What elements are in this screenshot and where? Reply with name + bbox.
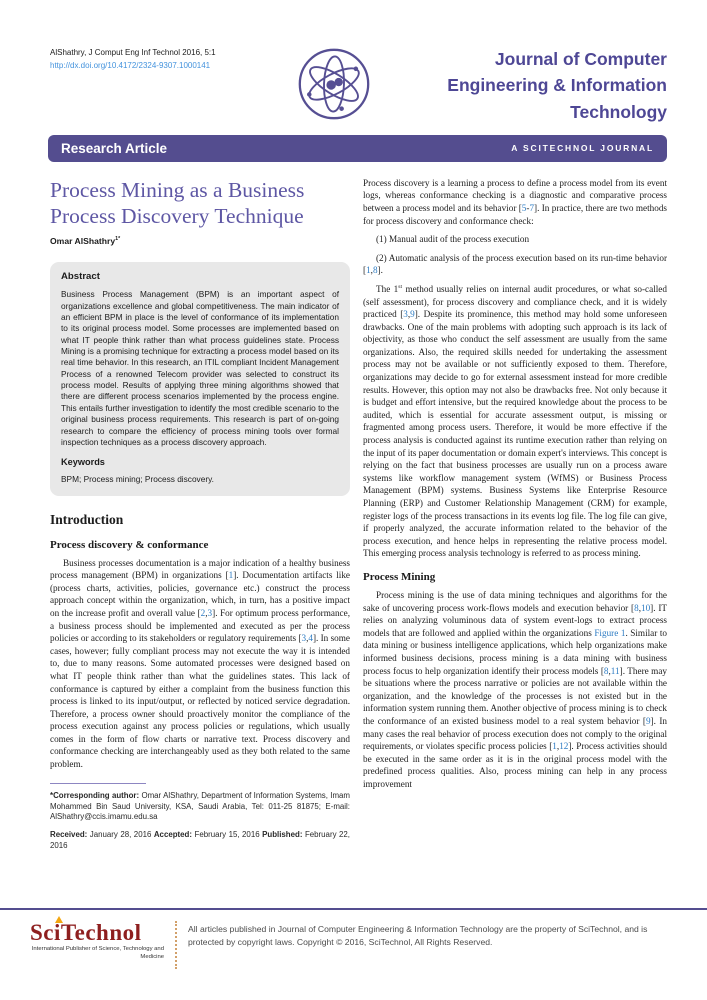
flame-icon bbox=[55, 916, 63, 923]
method-item-2: (2) Automatic analysis of the process execution based on its run-time behavior [1,8]. bbox=[363, 252, 667, 276]
subsection-heading-process-discovery: Process discovery & conformance bbox=[50, 538, 209, 551]
method-item-1: (1) Manual audit of the process execution bbox=[376, 234, 530, 245]
introduction-paragraph: Business processes documentation is a major indication of a healthy business process management (BPM) in organizations [1]. Documentation artifacts like (process charts, activities, policies, governance etc.) construct the process approach concept within the organization, which, in turn, has a positive impact on the increase profit and overall value [2,3]. For optimum process performance, a business process should be implemented and executed as per the process policies or according to its stakeholders or regulatory requirements [3,4]. In some cases, however; fully compliant process may not execute the way it is intended to, due to many reasons. Some automated processes were designed based on what IT people think rather than what the guidelines states. This lack of conformance is captured by either a complaint from the business function this process is linked to its input/output, or reflected by noticed service degradation. Therefore, a process owner should proactively monitor the compliance of the process execution against any process policies or regulations, which usually comes in the form of flow charts or narrative text. Process discovery and conformance checking are interchangeably used as they both related to the same problem. bbox=[50, 557, 350, 770]
citation-block bbox=[50, 46, 268, 72]
article-title: Process Mining as a Business Process Discovery Technique bbox=[50, 177, 305, 228]
journal-name-line1: Journal of Computer bbox=[494, 49, 667, 69]
journal-name-line3: Technology bbox=[570, 101, 667, 122]
process-discovery-paragraph: Process discovery is a learning a process to define a process model from its event logs, whereas conformance checking is a diagnostic and comparative process between a process model and its behavior [5-7]. In practice, there are two methods for process discovery and conformance check: bbox=[363, 177, 667, 226]
article-type-banner bbox=[48, 135, 667, 162]
abstract-text: Business Process Management (BPM) is an important aspect of organizations excellence and global competitiveness. The main indicator of an efficient BPM in place is the level of conformance of its implementation to its original process model. Some processes are implemented based on what IT people think rather than what process guidelines state. Process Mining is a promising technique for extracting a process model based on its real time behavior. In this research, an ITIL compliant Incident Management Process of a renowned Telecom provider was selected to construct its process model. Results of applying three mining algorithms showed that there are different process scenarios implemented by the process engine. This entails further investigation to identify the most credible scenario to the original business process requirements. This research is part of on-going research to compare the efficiency of process mining tools over formal inspection techniques as a process discovery approach. bbox=[61, 289, 339, 447]
citation-text: AlShathry, J Comput Eng Inf Technol 2016, 5:1 bbox=[50, 48, 216, 57]
journal-atom-icon bbox=[296, 46, 372, 122]
keywords-text: BPM; Process mining; Process discovery. bbox=[61, 474, 214, 485]
author-notes bbox=[50, 783, 350, 853]
subsection-heading-process-mining: Process Mining bbox=[363, 570, 436, 583]
notes-divider bbox=[50, 783, 146, 784]
abstract-box bbox=[50, 262, 350, 495]
article-dates-note: Received: January 28, 2016 Accepted: February 15, 2016 Published: February 22, 2016 bbox=[50, 830, 350, 851]
journal-name-line2: Engineering & Information bbox=[447, 75, 667, 96]
page-footer bbox=[0, 908, 707, 1000]
abstract-heading: Abstract bbox=[61, 271, 100, 283]
scitechnol-logo-tagline: International Publisher of Science, Technology and Medicine bbox=[31, 946, 164, 960]
scitechnol-logo-text: SciTechnol bbox=[30, 920, 142, 945]
corresponding-author-text: Omar AlShathry, Department of Information Systems, Imam Mohammed Bin Saud University, KSA, Saudi Arabia, Tel: 011-25 81875; E-mail: AlShathry@ccis.imamu.edu.sa bbox=[50, 790, 350, 822]
copyright-text: All articles published in Journal of Computer Engineering & Information Technology are the property of SciTechnol, and is protected by copyright laws. Copyright © 2016, SciTechnol, All Rights Reserved. bbox=[188, 924, 648, 947]
right-column bbox=[363, 177, 667, 859]
corresponding-author-note bbox=[50, 791, 350, 824]
process-mining-paragraph: Process mining is the use of data mining techniques and algorithms for the sake of uncovering process work-flows models and execution behavior [8,10]. IT relies on analyzing voluminous data of system event-logs to extract process models that are followed and applied within the organizations Figure 1. Similar to data mining or business intelligence applications, which help organizations make informed business decisions, process mining is a data mining with business process focus to help organization identify their process models [8,11]. There may be situations where the process narrative or policies are not available within the organization, and the knowledge of the processes is not existed but in the information system running them. Another objective of process mining is to check the conformance of an existed business model to a real system behavior [9]. In many cases the real behavior of process execution does not comply to the original requirements, or violates specific process policies [1,12]. Process activities should be executed in the same order as it is in the original process model with the predefined process qualities. Also, process mining can help in any process improvement bbox=[363, 589, 668, 789]
keywords-heading: Keywords bbox=[61, 457, 105, 468]
corresponding-author-label: *Corresponding author: bbox=[50, 790, 140, 800]
author-byline: Omar AlShathry$^{1*}$ bbox=[50, 236, 121, 247]
page-header bbox=[0, 0, 707, 125]
scitechnol-journal-label: A SCITECHNOL JOURNAL bbox=[511, 143, 654, 154]
section-heading-introduction: Introduction bbox=[50, 511, 124, 527]
left-column bbox=[50, 177, 350, 859]
doi-link[interactable]: http://dx.doi.org/10.4172/2324-9307.1000141 bbox=[50, 61, 211, 71]
scitechnol-logo bbox=[30, 921, 164, 962]
journal-name bbox=[376, 46, 667, 125]
research-article-label: Research Article bbox=[61, 140, 168, 156]
article-body bbox=[0, 162, 707, 859]
footer-divider bbox=[175, 921, 177, 969]
first-method-paragraph: The 1st method usually relies on internal audit procedures, or what so-called (self assessment), for process discovery and compliance check, and it is widely practiced [3,9]. Despite its prominence, this method may hold some unforeseen drawbacks. One of the main problems with adopting such approach is its lack of objectivity, as those who conduct the self assessment are usually from the same organizations. Also, the required skills needed for undertaking the assessment process may not be available or not sufficiently exposed to them. Therefore, organizations may decide to go for external assessment instead for more credible results. However, this option may not also be drawbacks free. Not only because it is budget and effort intensive, but the required knowledge about the process to be audited, which is essential for accurate assessment output, is missing or fragmented among process users. Therefore, it would be more effective if the process analysis is conducted against its runtime execution rather than relying on the input of its paper documentation or domain expert's interviews. This concept is relying on the fact that business processes are usually run on a process aware systems like workflow management system (WfMS) or Business Process Management (BPM) systems. Business Systems like Enterprise Resource Planning (ERP) and Customer Relationship Management (CRM) for example, register logs of the process transactions in its events log file. The log file can give, if properly analyzed, the accurate information related to the behavior of the process execution, and hence helps in representing the relative process model. This emerging process analysis technology is referred to as process mining. bbox=[363, 283, 667, 559]
